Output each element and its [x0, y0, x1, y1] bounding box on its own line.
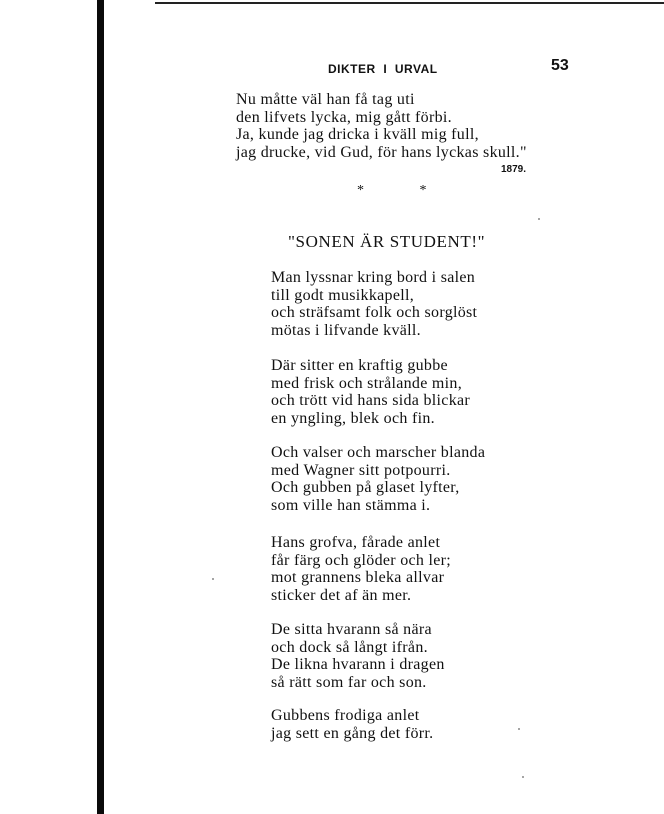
poem-line: Och gubben på glaset lyfter, — [271, 479, 460, 496]
top-rule — [155, 2, 664, 4]
poem-line: en yngling, blek och fin. — [271, 409, 435, 427]
asterisk-separator: * * — [357, 183, 453, 198]
poem-line: Gubbens frodiga anlet — [271, 707, 420, 724]
scan-speck — [538, 218, 540, 220]
poem-line: som ville han stämma i. — [271, 496, 431, 514]
poem-line: mötas i lifvande kväll. — [271, 321, 421, 339]
poem-line: Man lyssnar kring bord i salen — [271, 269, 476, 286]
running-header: DIKTER I URVAL — [328, 62, 438, 76]
poem-line: Nu måtte väl han få tag uti — [236, 91, 415, 108]
poem-line: med Wagner sitt potpourri. — [271, 461, 451, 479]
book-spine-edge — [97, 0, 104, 814]
poem-line: får färg och glöder och ler; — [271, 551, 452, 569]
intro-stanza — [236, 91, 527, 161]
stanza-1 — [271, 269, 477, 339]
poem-line: den lifvets lycka, mig gått förbi. — [236, 108, 452, 126]
stanza-2 — [271, 357, 470, 427]
stanza-6 — [271, 707, 433, 742]
scan-speck — [212, 578, 214, 580]
poem-title: "SONEN ÄR STUDENT!" — [288, 232, 486, 251]
poem-line: Hans grofva, fårade anlet — [271, 534, 441, 551]
poem-line: Där sitter en kraftig gubbe — [271, 357, 448, 374]
poem-line: så rätt som far och son. — [271, 673, 427, 691]
stanza-3 — [271, 444, 485, 514]
poem-line: sticker det af än mer. — [271, 586, 412, 604]
poem-line: och sträfsamt folk och sorglöst — [271, 304, 478, 321]
stanza-4 — [271, 534, 451, 604]
poem-line: De likna hvarann i dragen — [271, 656, 445, 673]
poem-line: till godt musikkapell, — [271, 286, 415, 304]
poem-line: Ja, kunde jag dricka i kväll mig full, — [236, 126, 479, 143]
stanza-5 — [271, 621, 445, 691]
poem-line: jag drucke, vid Gud, för hans lyckas skull." — [236, 143, 527, 161]
poem-line: jag sett en gång det förr. — [271, 724, 434, 742]
scan-speck — [518, 728, 520, 730]
poem-line: De sitta hvarann så nära — [271, 621, 432, 638]
poem-line: och trött vid hans sida blickar — [271, 392, 471, 409]
page-number: 53 — [551, 57, 569, 74]
poem-line: med frisk och strålande min, — [271, 374, 463, 392]
poem-line: Och valser och marscher blanda — [271, 444, 486, 461]
poem-line: och dock så långt ifrån. — [271, 638, 428, 656]
poem-year: 1879. — [501, 164, 527, 175]
scan-speck — [522, 776, 524, 778]
poem-line: mot grannens bleka allvar — [271, 569, 445, 586]
